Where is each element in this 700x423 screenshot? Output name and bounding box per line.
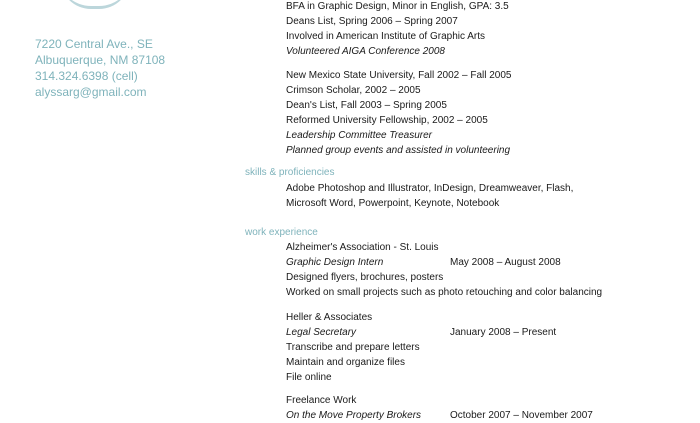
job-duty: Maintain and organize files bbox=[286, 357, 405, 368]
job-duty: Transcribe and prepare letters bbox=[286, 342, 420, 353]
contact-info bbox=[35, 36, 165, 100]
job-employer: Heller & Associates bbox=[286, 312, 373, 323]
education-block-2 bbox=[286, 68, 511, 158]
job-freelance bbox=[286, 393, 593, 423]
job-employer: Freelance Work bbox=[286, 395, 357, 406]
job-duty: Worked on small projects such as photo retouching and color balancing bbox=[286, 287, 603, 298]
education-line: New Mexico State University, Fall 2002 – Fall 2005 bbox=[286, 70, 512, 81]
contact-phone: 314.324.6398 (cell) bbox=[35, 69, 138, 83]
education-line: Deans List, Spring 2006 – Spring 2007 bbox=[286, 16, 458, 27]
logo-mark bbox=[60, 0, 130, 9]
skills-heading: skills & proficiencies bbox=[245, 167, 335, 178]
job-employer: Alzheimer's Association - St. Louis bbox=[286, 242, 439, 253]
job-dates: May 2008 – August 2008 bbox=[450, 257, 561, 268]
job-duty: File online bbox=[286, 372, 332, 383]
job-title bbox=[286, 325, 557, 340]
skills-line: Microsoft Word, Powerpoint, Keynote, Notebook bbox=[286, 198, 500, 209]
job-dates: October 2007 – November 2007 bbox=[450, 410, 593, 421]
job-heller bbox=[286, 310, 557, 385]
education-line: Leadership Committee Treasurer bbox=[286, 130, 432, 141]
education-line: Crimson Scholar, 2002 – 2005 bbox=[286, 85, 421, 96]
education-line: Planned group events and assisted in volunteering bbox=[286, 145, 511, 156]
job-title bbox=[286, 255, 602, 270]
job-title-text: On the Move Property Brokers bbox=[286, 410, 422, 421]
skills-line: Adobe Photoshop and Illustrator, InDesign, Dreamweaver, Flash, bbox=[286, 183, 574, 194]
job-dates: January 2008 – Present bbox=[450, 327, 557, 338]
job-duty: Designed flyers, brochures, posters bbox=[286, 272, 444, 283]
education-line: BFA in Graphic Design, Minor in English, GPA: 3.5 bbox=[286, 1, 509, 12]
contact-street: 7220 Central Ave., SE bbox=[35, 37, 153, 51]
work-heading: work experience bbox=[245, 227, 318, 238]
job-title-text: Legal Secretary bbox=[286, 327, 357, 338]
job-title-text: Graphic Design Intern bbox=[286, 257, 384, 268]
education-line: Dean's List, Fall 2003 – Spring 2005 bbox=[286, 100, 447, 111]
education-line: Volunteered AIGA Conference 2008 bbox=[286, 46, 445, 57]
education-line: Involved in American Institute of Graphic Arts bbox=[286, 31, 485, 42]
skills-block bbox=[286, 181, 573, 211]
contact-city: Albuquerque, NM 87108 bbox=[35, 53, 166, 67]
contact-email[interactable]: alyssarg@gmail.com bbox=[35, 85, 147, 99]
job-alzheimers bbox=[286, 240, 602, 300]
education-block-1 bbox=[286, 0, 509, 59]
education-line: Reformed University Fellowship, 2002 – 2005 bbox=[286, 115, 488, 126]
